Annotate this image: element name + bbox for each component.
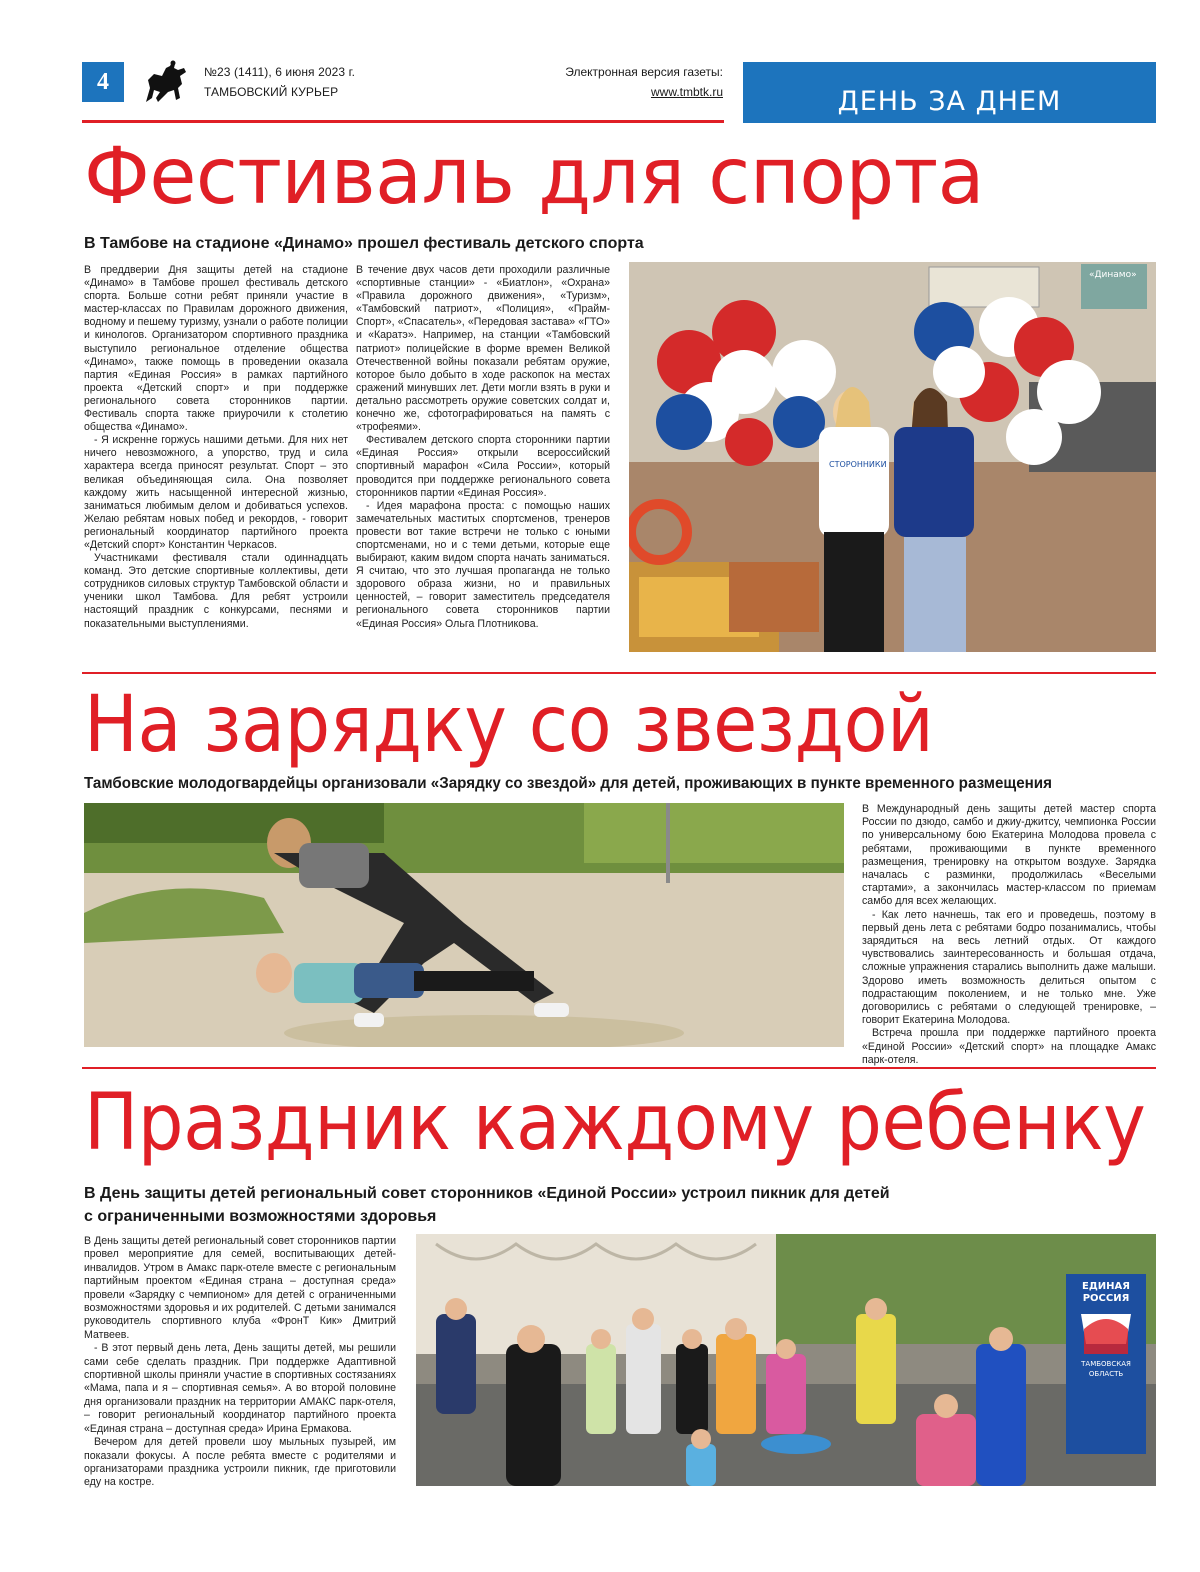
picnic-photo <box>416 1234 1156 1486</box>
article3-title: Праздник каждому ребенку <box>84 1078 1146 1168</box>
horse-rider-logo-icon <box>140 58 190 106</box>
paragraph: Участниками фестиваля стали одиннадцать команд. Это детские спортивные коллективы, дети сотрудников силовых структур Тамбовской области и ученики школ Тамбова. Для ребят устроили настоящий праздник с конкурсами, песнями и показательными выступлениями. <box>84 552 348 630</box>
e-version <box>565 62 723 102</box>
paragraph: - Я искренне горжусь нашими детьми. Для них нет ничего невозможного, а упорство, труд и сила характера всегда приносят результат. Спорт – это великая объединяющая сила. Она позволяет каждому жить насыщенной интересной жизнью, заниматься любимым делом и добиваться успехов. Желаю ребятам новых побед и рекордов, - говорит региональный координатор партийного проекта «Детский спорт» Константин Черкасов. <box>84 434 348 551</box>
festival-photo <box>629 262 1156 652</box>
section-divider <box>82 1067 1156 1069</box>
paragraph: В День защиты детей региональный совет сторонников партии провел мероприятие для семей, воспитывающих детей-инвалидов. Утром в Амакс парк-отеле вместе с региональным партийным проектом «Единая страна – доступная среда» провели «Зарядку с чемпионом» для детей с ограниченными возможностями здоровья и их родителей. С детьми занимался руководитель спортивного клуба «ФронТ Кик» Дмитрий Матвеев. <box>84 1235 396 1341</box>
dinamo-banner-text: «Динамо» <box>1089 270 1137 280</box>
e-version-link[interactable]: www.tmbtk.ru <box>650 85 723 99</box>
paper-name: ТАМБОВСКИЙ КУРЬЕР <box>204 85 339 99</box>
article1-subtitle: В Тамбове на стадионе «Динамо» прошел фестиваль детского спорта <box>84 235 644 252</box>
rubric-banner: ДЕНЬ ЗА ДНЕМ <box>743 62 1156 123</box>
header-divider <box>82 120 724 123</box>
section-divider <box>82 672 1156 674</box>
article2-column <box>862 803 1156 1067</box>
article3-subtitle-line-1: В День защиты детей региональный совет сторонников «Единой России» устроил пикник для детей <box>84 1185 890 1202</box>
shirt-text: СТОРОННИКИ <box>829 460 887 469</box>
page-number: 4 <box>82 62 124 102</box>
banner-region-1: ТАМБОВСКАЯ <box>1081 1360 1131 1368</box>
paragraph: В Международный день защиты детей мастер спорта России по дзюдо, самбо и джиу-джитсу, чемпионка России по универсальному бою Екатерина Молодова провела с ребятами, проживающими в пункте временного размещения, тренировку на открытом воздухе. Зарядка началась с разминки, продолжилась «Веселыми стартами», а закончилась мастер-классом по приемам самбо для всех желающих. <box>862 803 1156 908</box>
paragraph: - Идея марафона проста: с помощью наших замечательных маститых спортсменов, тренеров провести вот такие встречи не только с юными спортсменами, но и с теми детьми, которые еще выбирают, каким видом спорта начать заниматься. Я считаю, что это лучшая пропаганда не только здорового образа жизни, но и правильных ценностей, – говорит заместитель председателя регионального совета сторонников партии «Единая Россия» Ольга Плотникова. <box>356 499 610 630</box>
paragraph: Вечером для детей провели шоу мыльных пузырей, им показали фокусы. А после ребята вместе с родителями и организаторами праздника устроили пикник, где приготовили еду на костре. <box>84 1436 396 1489</box>
paragraph: - В этот первый день лета, День защиты детей, мы решили сами себе сделать праздник. При поддержке Адаптивной спортивной школы приняли участие в спортивных состязаниях «Мама, папа и я – спортивная семья». А во второй половине дня организовали праздник на территории АМАКС парк-отеля, – говорит региональный координатор партийного проекта «Единая страна – доступная среда» Ирина Ермакова. <box>84 1342 396 1435</box>
article2-title: На зарядку со звездой <box>84 680 934 770</box>
article2-subtitle: Тамбовские молодогвардейцы организовали «Зарядку со звездой» для детей, проживающих в пункте временного размещения <box>84 775 1052 792</box>
paragraph: Фестивалем детского спорта сторонники партии «Единая Россия» открыли всероссийский спортивный марафон «Сила России», который проводится при поддержке регионального совета сторонников партии «Единая Россия». <box>356 434 610 499</box>
article1-title: Фестиваль для спорта <box>84 132 985 222</box>
exercise-photo <box>84 803 844 1047</box>
article3-column <box>84 1235 396 1490</box>
banner-line-1: ЕДИНАЯ <box>1082 1281 1130 1292</box>
paragraph: - Как лето начнешь, так его и проведешь, поэтому в первый день лета с ребятами бодро позанимались, чтобы зарядиться на весь летний отдых. От каждого чувствовались заинтересованность и большая отдача, сложные упражнения старались выполнить даже малыши. Здорово иметь возможность делиться опытом с подрастающим поколением, и не только мне. Уже договорились с ребятами о следующей тренировке, – говорит Екатерина Молодова. <box>862 908 1156 1027</box>
paragraph: В преддверии Дня защиты детей на стадионе «Динамо» в Тамбове прошел фестиваль детского спорта. Больше сотни ребят приняли участие в мастер-классах по Правилам дорожного движения, водному и пешему туризму, узнали о работе полиции и кинологов. Организатором спортивного праздника выступило региональное отделение общества «Динамо», также помощь в проведении оказала партия «Единая Россия» в рамках партийного проекта «Детский спорт» и при поддержке регионального совета сторонников партии. Фестиваль спорта также приурочили к столетию общества «Динамо». <box>84 264 348 434</box>
e-version-label: Электронная версия газеты: <box>565 65 723 79</box>
article1-column-1 <box>84 264 348 631</box>
banner-region-2: ОБЛАСТЬ <box>1088 1370 1124 1378</box>
paragraph: В течение двух часов дети проходили различные «спортивные станции» - «Биатлон», «Охрана» «Правила дорожного движения», «Туризм», «Тамбовский патриот», «Полиция», «Прайм-Спорт», «Спасатель», «Передовая застава» «ГТО» и «Каратэ». Например, на станции «Тамбовский патриот» полицейские в форме времен Великой Отечественной войны показали ребятам оружие, которое было добыто в ходе раскопок на местах сражений минувших лет. Дети могли взять в руки и детально рассмотреть оружие советских солдат и, конечно же, сфотографироваться на память с «трофеями». <box>356 264 610 434</box>
article3-subtitle-line-2: с ограниченными возможностями здоровья <box>84 1208 437 1225</box>
banner-line-2: РОССИЯ <box>1082 1293 1130 1304</box>
article1-column-2 <box>356 264 610 631</box>
issue-info <box>204 62 355 102</box>
paragraph: Встреча прошла при поддержке партийного проекта «Единой России» «Детский спорт» на площадке Амакс парк-отеля. <box>862 1027 1156 1066</box>
issue-number: №23 (1411), 6 июня 2023 г. <box>204 65 356 79</box>
